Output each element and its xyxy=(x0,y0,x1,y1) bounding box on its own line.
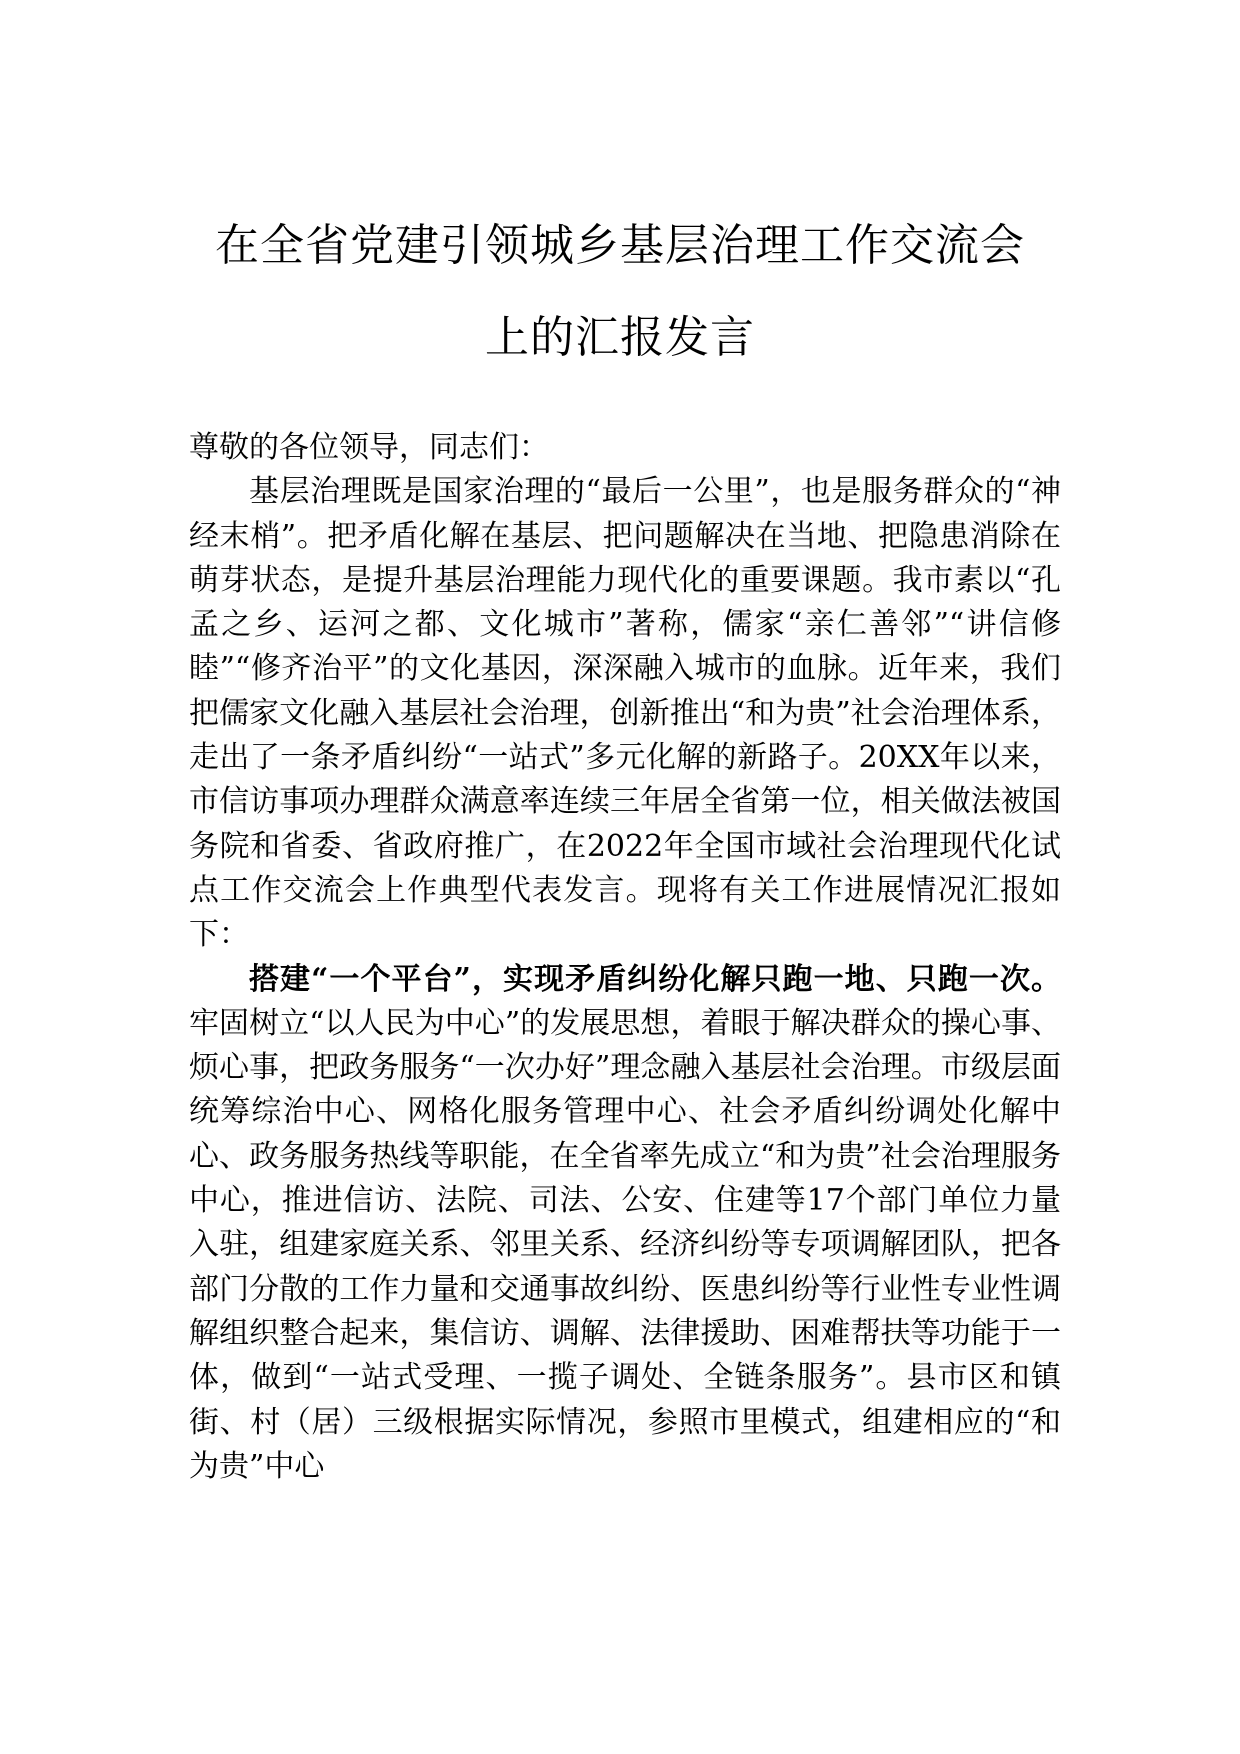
paragraph-text: 牢固树立“以人民为中心”的发展思想，着眼于解决群众的操心事、烦心事，把政务服务“一次办好”理念融入基层社会治理。市级层面统筹综治中心、网格化服务管理中心、社会矛盾纠纷调处化解中心、政务服务热线等职能，在全省率先成立“和为贵”社会治理服务中心，推进信访、法院、司法、公安、住建等17个部门单位力量入驻，组建家庭关系、邻里关系、经济纠纷等专项调解团队，把各部门分散的工作力量和交通事故纠纷、医患纠纷等行业性专业性调解组织整合起来，集信访、调解、法律援助、困难帮扶等功能于一体，做到“一站式受理、一揽子调处、全链条服务”。县市区和镇街、村（居）三级根据实际情况，参照市里模式，组建相应的“和为贵”中心 xyxy=(189,1005,1061,1484)
salutation: 尊敬的各位领导，同志们： xyxy=(189,430,549,465)
document-title xyxy=(150,200,1090,384)
title-line-2: 上的汇报发言 xyxy=(485,312,755,363)
title-line-1: 在全省党建引领城乡基层治理工作交流会 xyxy=(215,220,1025,271)
paragraph-intro: 基层治理既是国家治理的“最后一公里”，也是服务群众的“神经末梢”。把矛盾化解在基层、把问题解决在当地、把隐患消除在萌芽状态，是提升基层治理能力现代化的重要课题。我市素以“孔孟之乡、运河之都、文化城市”著称，儒家“亲仁善邻”“讲信修睦”“修齐治平”的文化基因，深深融入城市的血脉。近年来，我们把儒家文化融入基层社会治理，创新推出“和为贵”社会治理体系，走出了一条矛盾纠纷“一站式”多元化解的新路子。20XX年以来，市信访事项办理群众满意率连续三年居全省第一位，相关做法被国务院和省委、省政府推广，在2022年全国市域社会治理现代化试点工作交流会上作典型代表发言。现将有关工作进展情况汇报如下： xyxy=(189,474,1061,953)
paragraph-platform xyxy=(189,958,1061,1490)
paragraph-heading: 搭建“一个平台”，实现矛盾纠纷化解只跑一地、只跑一次。 xyxy=(249,961,1061,997)
document-body xyxy=(189,426,1061,1489)
